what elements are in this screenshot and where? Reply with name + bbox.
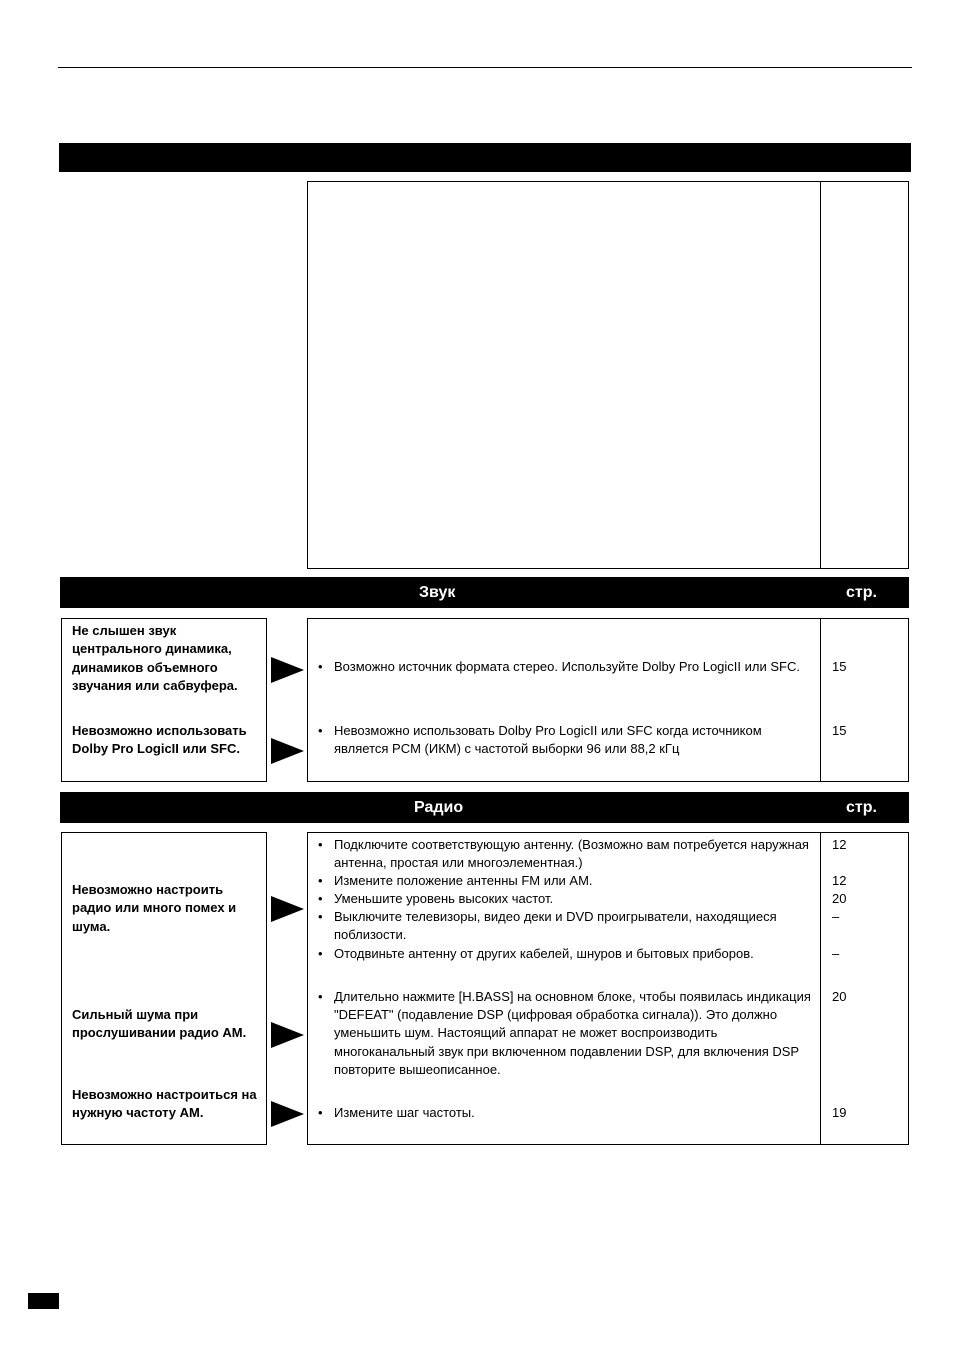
page-marker — [28, 1293, 59, 1309]
header-bar — [59, 143, 911, 172]
page-ref: – — [832, 946, 840, 961]
problem-text: Невозможно настроиться на нужную частоту AM. — [72, 1087, 257, 1121]
page-ref: 20 — [832, 891, 847, 906]
solution-divider — [820, 832, 821, 1145]
solution-item: • Отодвиньте антенну от других кабелей, шнуров и бытовых приборов. — [318, 945, 816, 963]
arrow-icon — [271, 1101, 304, 1127]
section-header-zvuk — [60, 577, 909, 608]
solution-item: • Уменьшите уровень высоких частот. — [318, 890, 816, 908]
page-ref: – — [832, 909, 840, 924]
problem-text: Невозможно настроить радио или много помех и шума. — [72, 882, 237, 934]
solution-item: • Измените шаг частоты. — [318, 1104, 816, 1122]
section-title-zvuk: Звук — [419, 583, 456, 601]
empty-table-divider — [820, 181, 821, 569]
solution-item: • Подключите соответствующую антенну. (Возможно вам потребуется наружная антенна, простая или многоэлементная.) — [318, 836, 816, 872]
problem-text: Не слышен звук центрального динамика, динамиков объемного звучания или сабвуфера. — [72, 623, 238, 693]
arrow-icon — [271, 896, 304, 922]
problem-text: Сильный шума при прослушивании радио AM. — [72, 1007, 247, 1041]
section-header-radio — [60, 792, 909, 823]
problem-text: Невозможно использовать Dolby Pro LogicII или SFC. — [72, 723, 247, 757]
empty-table — [307, 181, 909, 569]
solution-divider — [820, 618, 821, 782]
page-ref: 12 — [832, 837, 847, 852]
arrow-icon — [271, 1022, 304, 1048]
page-ref: 12 — [832, 873, 847, 888]
page-ref: 15 — [832, 659, 847, 674]
solution-item: • Длительно нажмите [H.BASS] на основном блоке, чтобы появилась индикация "DEFEAT" (подавление DSP (цифровая обработка сигнала)). Это должно уменьшить шум. Настоящий аппарат не может воспроизводить многоканальный звук при включенном подавлении DSP, для включения DSP повторите вышеописанное. — [318, 988, 816, 1079]
solution-item: • Выключите телевизоры, видео деки и DVD проигрыватели, находящиеся поблизости. — [318, 908, 816, 944]
arrow-icon — [271, 738, 304, 764]
solution-item: • Измените положение антенны FM или AM. — [318, 872, 816, 890]
page-column-header: стр. — [846, 583, 877, 601]
page-ref: 15 — [832, 723, 847, 738]
page-column-header: стр. — [846, 798, 877, 816]
section-title-radio: Радио — [414, 798, 464, 816]
top-rule — [58, 67, 912, 68]
arrow-icon — [271, 657, 304, 683]
solution-item: • Возможно источник формата стерео. Используйте Dolby Pro LogicII или SFC. — [318, 658, 816, 676]
page-ref: 20 — [832, 989, 847, 1004]
page-ref: 19 — [832, 1105, 847, 1120]
solution-item: • Невозможно использовать Dolby Pro LogicII или SFC когда источником является PCM (ИКМ) с частотой выборки 96 или 88,2 кГц — [318, 722, 816, 758]
